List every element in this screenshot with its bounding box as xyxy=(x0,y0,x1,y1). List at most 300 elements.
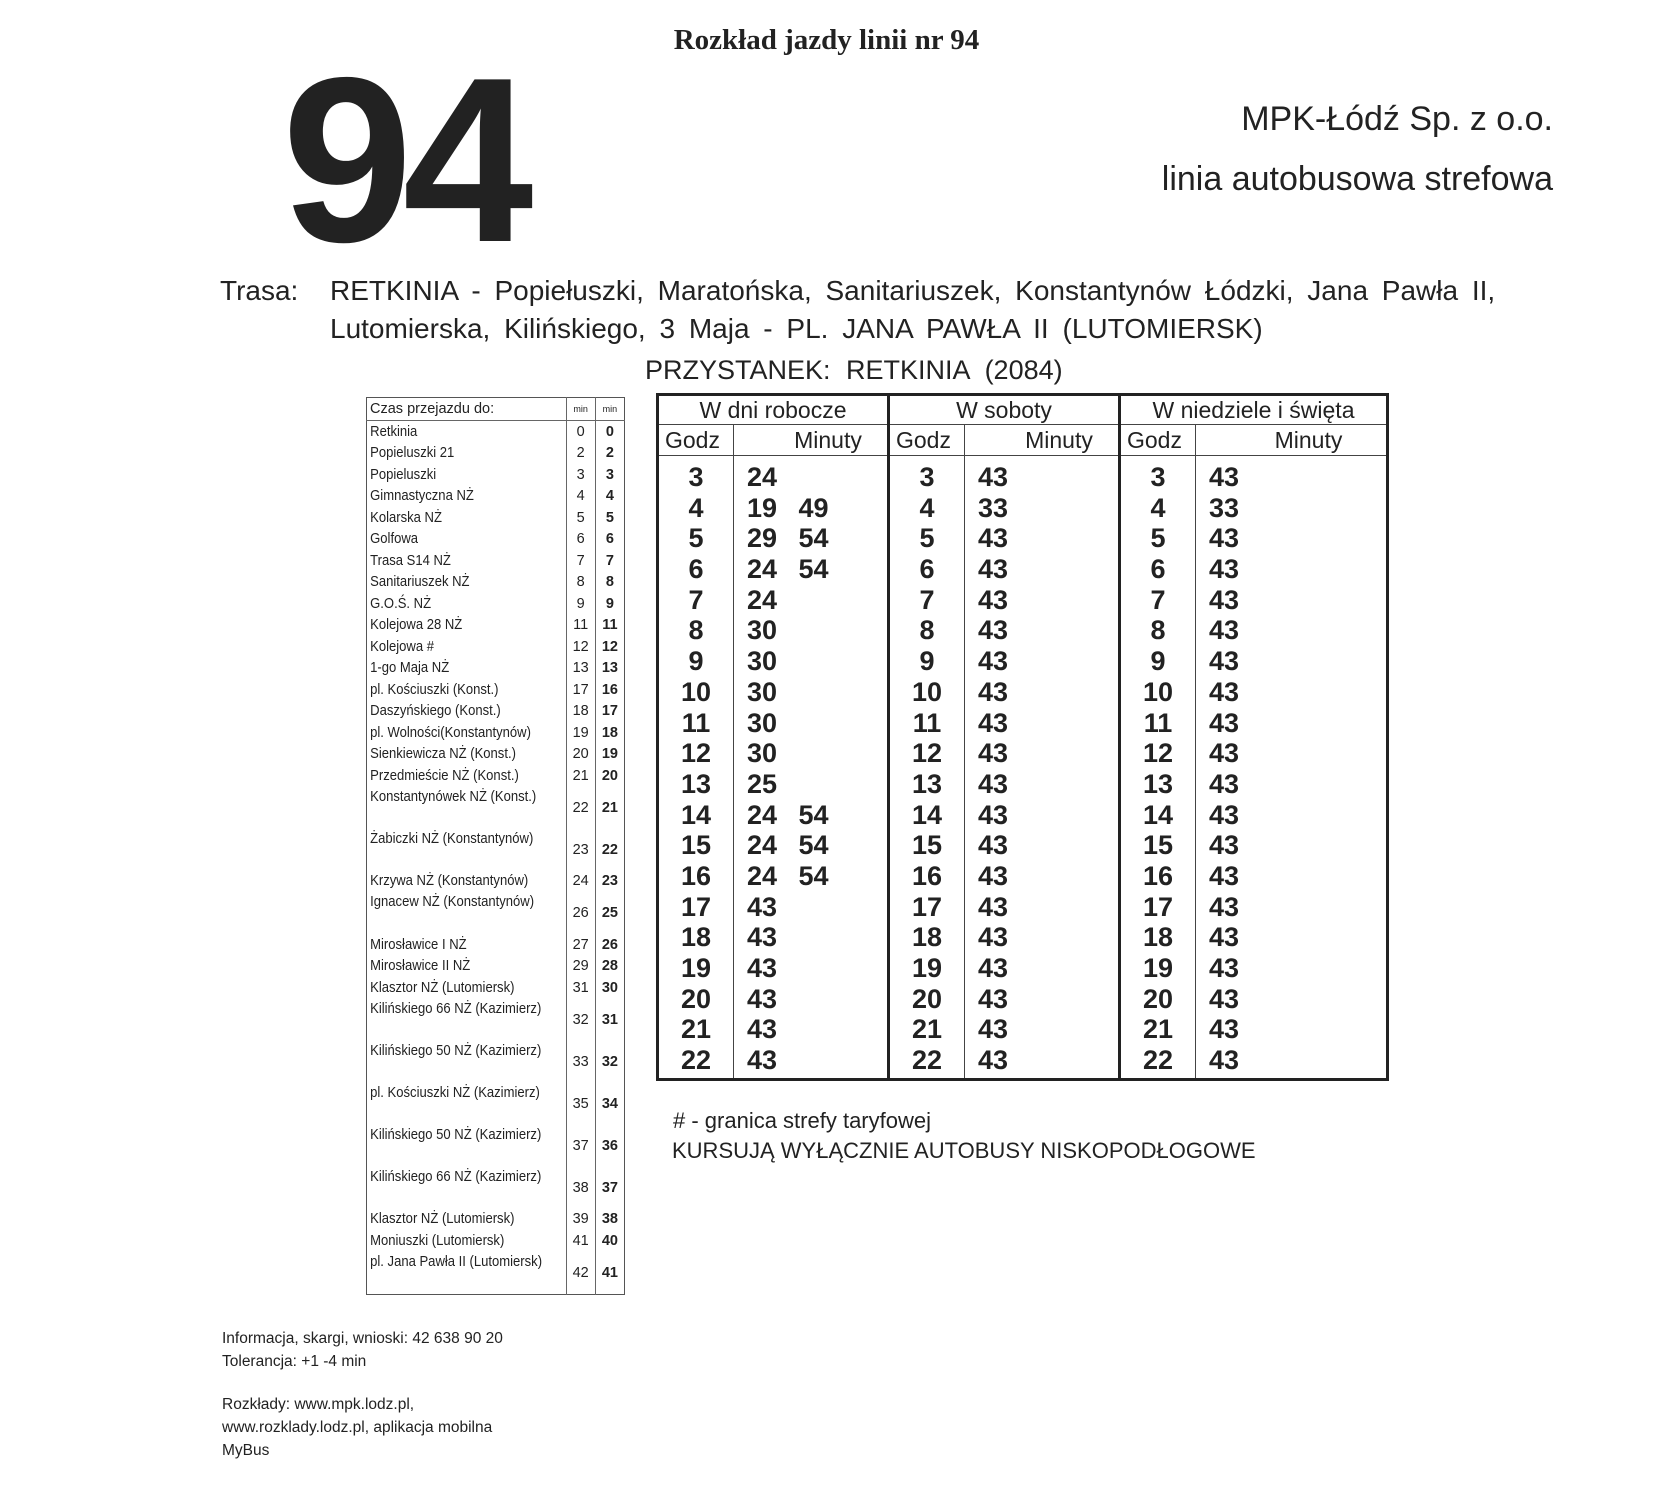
minutes-cell: 21 xyxy=(566,765,595,787)
minutes-cell: 43 xyxy=(978,584,1009,615)
departure-row xyxy=(1121,493,1386,524)
departure-row xyxy=(659,800,887,831)
stop-cell: Sanitariuszek NŻ xyxy=(367,572,547,594)
minutes-cell: 43 xyxy=(978,983,1009,1014)
minutes-cell: 6 xyxy=(566,529,595,551)
stop-cell: Daszyńskiego (Konst.) xyxy=(367,701,547,723)
minutes-cell: 9 xyxy=(605,595,614,612)
minutes-cell: 30 xyxy=(747,646,778,677)
minutes-cell: 27 xyxy=(566,934,595,956)
timetable-column xyxy=(890,396,1121,1078)
hour-cell: 15 xyxy=(680,830,712,861)
minutes-cell: 43 xyxy=(978,1014,1009,1045)
stop-cell: Popieluszki xyxy=(367,464,547,486)
minutes-cell: 43 xyxy=(978,799,1009,830)
minutes-cell: 43 xyxy=(978,768,1009,799)
minutes-cell: 23 xyxy=(601,873,618,890)
hour-cell: 13 xyxy=(1142,768,1174,799)
departure-row xyxy=(659,554,887,585)
travel-row xyxy=(367,443,625,465)
hour-cell: 14 xyxy=(1142,799,1174,830)
hour-cell: 19 xyxy=(911,953,943,983)
departure-row xyxy=(890,830,1118,861)
hour-cell: 12 xyxy=(1142,738,1174,769)
travel-row xyxy=(367,679,625,701)
minutes-cell: 2 xyxy=(605,445,614,462)
hour-cell: 16 xyxy=(680,860,712,891)
minutes-cell: 43 xyxy=(978,676,1009,707)
hour-cell: 16 xyxy=(911,860,943,891)
minutes-cell: 7 xyxy=(605,552,614,569)
travel-row xyxy=(367,421,625,443)
minutes-cell: 43 xyxy=(747,891,778,922)
departure-row xyxy=(890,523,1118,554)
hour-cell: 4 xyxy=(1150,492,1166,523)
departure-row xyxy=(659,615,887,646)
hour-cell: 22 xyxy=(1142,1045,1174,1076)
minutes-cell: 25 xyxy=(747,768,778,799)
departure-timetable xyxy=(656,393,1389,1081)
minutes-cell: 43 xyxy=(1209,768,1240,799)
travel-row xyxy=(367,464,625,486)
hour-cell: 9 xyxy=(1150,646,1166,677)
stop-cell: Sienkiewicza NŻ (Konst.) xyxy=(367,744,547,766)
minutes-cell: 37 xyxy=(601,1179,618,1196)
minutes-cell: 43 xyxy=(978,615,1009,646)
minutes-cell: 24 xyxy=(747,462,778,492)
stop-cell: pl. Jana Pawła II (Lutomiersk) xyxy=(367,1252,547,1295)
departure-row xyxy=(890,800,1118,831)
minutes-cell: 43 xyxy=(1209,584,1240,615)
travel-row xyxy=(367,1230,625,1252)
stop-cell: Krzywa NŻ (Konstantynów) xyxy=(367,871,547,893)
minutes-cell: 17 xyxy=(566,679,595,701)
timetable-column xyxy=(1121,396,1386,1078)
stop-cell: Kolejowa # xyxy=(367,636,547,658)
minutes-cell: 32 xyxy=(601,1053,618,1070)
hour-cell: 15 xyxy=(1142,830,1174,861)
travel-time-header: Czas przejazdu do: xyxy=(367,398,567,421)
minutes-cell: 2 xyxy=(566,443,595,465)
departure-row xyxy=(1121,585,1386,616)
departure-row xyxy=(890,1045,1118,1076)
hour-cell: 7 xyxy=(688,584,704,615)
hour-cell: 19 xyxy=(680,953,712,983)
travel-row xyxy=(367,765,625,787)
travel-row xyxy=(367,1083,625,1125)
minutes-cell: 43 xyxy=(1209,983,1240,1014)
departure-row xyxy=(659,861,887,892)
departure-row xyxy=(659,493,887,524)
departure-row xyxy=(659,1014,887,1045)
hour-cell: 3 xyxy=(919,462,935,492)
departure-row xyxy=(890,708,1118,739)
minutes-cell: 19 49 xyxy=(747,492,829,523)
minutes-cell: 43 xyxy=(1209,953,1240,983)
departure-row xyxy=(1121,738,1386,769)
departure-row xyxy=(1121,984,1386,1015)
travel-row xyxy=(367,829,625,871)
stop-cell: pl. Wolności(Konstantynów) xyxy=(367,722,547,744)
minutes-cell: 42 xyxy=(566,1252,595,1295)
departure-row xyxy=(890,493,1118,524)
minutes-cell: 25 xyxy=(601,905,618,921)
minutes-cell: 43 xyxy=(1209,738,1240,769)
departure-row xyxy=(890,861,1118,892)
departure-row xyxy=(1121,554,1386,585)
departure-row xyxy=(659,708,887,739)
minutes-cell: 33 xyxy=(1209,492,1240,523)
hour-cell: 12 xyxy=(911,738,943,769)
departure-row xyxy=(1121,830,1386,861)
minutes-cell: 30 xyxy=(747,707,778,738)
departure-row xyxy=(659,1045,887,1076)
departure-row xyxy=(1121,523,1386,554)
minutes-cell: 0 xyxy=(566,421,595,443)
departure-row xyxy=(890,769,1118,800)
travel-row xyxy=(367,529,625,551)
travel-row xyxy=(367,1125,625,1167)
minutes-cell: 35 xyxy=(566,1083,595,1125)
departure-row xyxy=(890,585,1118,616)
minutes-cell: 43 xyxy=(747,953,778,983)
minutes-cell: 30 xyxy=(747,738,778,769)
column-title: W soboty xyxy=(890,396,1118,425)
route-text: RETKINIA - Popiełuszki, Maratońska, Sanitariuszek, Konstantynów Łódzki, Jana Pawła II, Lutomierska, Kilińskiego, 3 Maja - PL. JANA PAWŁA II (LUTOMIERSK) xyxy=(330,275,1496,344)
schedules-line-1: Rozkłady: www.mpk.lodz.pl, xyxy=(222,1396,415,1413)
stop-cell: Kilińskiego 66 NŻ (Kazimierz) xyxy=(367,999,547,1041)
hour-cell: 9 xyxy=(688,646,704,677)
minutes-cell: 41 xyxy=(566,1230,595,1252)
minutes-cell: 22 xyxy=(566,787,595,829)
hour-cell: 4 xyxy=(919,492,935,523)
minutes-cell: 34 xyxy=(601,1095,618,1112)
minutes-cell: 3 xyxy=(566,464,595,486)
hour-cell: 11 xyxy=(912,707,942,738)
hour-label: Godz xyxy=(665,427,720,453)
minutes-cell: 20 xyxy=(601,767,618,784)
departure-row xyxy=(890,738,1118,769)
stop-cell: Moniuszki (Lutomiersk) xyxy=(367,1230,547,1252)
stop-cell: Kolarska NŻ xyxy=(367,507,547,529)
minutes-cell: 33 xyxy=(978,492,1009,523)
travel-row xyxy=(367,550,625,572)
minutes-cell: 24 54 xyxy=(747,830,829,861)
minutes-cell: 43 xyxy=(978,523,1009,554)
minutes-cell: 24 xyxy=(747,584,778,615)
minutes-cell: 6 xyxy=(605,531,614,548)
travel-row xyxy=(367,636,625,658)
departure-row xyxy=(1121,1014,1386,1045)
minutes-cell: 43 xyxy=(978,1045,1009,1076)
departure-row xyxy=(1121,708,1386,739)
minutes-cell: 8 xyxy=(566,572,595,594)
min-header-2: min xyxy=(595,398,624,421)
hour-cell: 10 xyxy=(680,676,712,707)
minutes-cell: 43 xyxy=(1209,523,1240,554)
travel-row xyxy=(367,787,625,829)
departure-row xyxy=(659,830,887,861)
minutes-cell: 11 xyxy=(602,617,618,634)
hour-cell: 18 xyxy=(1142,922,1174,953)
departure-row xyxy=(659,523,887,554)
departure-row xyxy=(890,953,1118,984)
departure-row xyxy=(659,585,887,616)
departure-row xyxy=(1121,892,1386,923)
minutes-cell: 30 xyxy=(747,676,778,707)
hour-cell: 22 xyxy=(911,1045,943,1076)
minutes-cell: 26 xyxy=(566,892,595,934)
minutes-cell: 43 xyxy=(978,830,1009,861)
departure-row xyxy=(1121,953,1386,984)
hour-cell: 8 xyxy=(919,615,935,646)
stop-cell: 1-go Maja NŻ xyxy=(367,658,547,680)
minutes-cell: 0 xyxy=(605,423,614,440)
departure-row xyxy=(659,984,887,1015)
minutes-cell: 26 xyxy=(601,936,618,953)
departure-row xyxy=(1121,769,1386,800)
departure-row xyxy=(1121,677,1386,708)
departure-row xyxy=(659,462,887,493)
departure-row xyxy=(890,554,1118,585)
hour-cell: 21 xyxy=(1142,1014,1174,1045)
hour-cell: 6 xyxy=(688,554,704,585)
column-title: W dni robocze xyxy=(659,396,887,425)
departure-row xyxy=(890,646,1118,677)
minutes-cell: 43 xyxy=(978,922,1009,953)
minutes-cell: 12 xyxy=(566,636,595,658)
hour-cell: 18 xyxy=(911,922,943,953)
minutes-cell: 4 xyxy=(566,486,595,508)
minutes-cell: 43 xyxy=(1209,799,1240,830)
hour-cell: 22 xyxy=(680,1045,712,1076)
minutes-cell: 43 xyxy=(978,891,1009,922)
minutes-cell: 9 xyxy=(566,593,595,615)
hour-label: Godz xyxy=(896,427,951,453)
minutes-cell: 43 xyxy=(1209,891,1240,922)
hour-cell: 11 xyxy=(1143,707,1173,738)
travel-row xyxy=(367,593,625,615)
column-subheader xyxy=(890,425,1118,456)
stop-cell: Mirosławice II NŻ xyxy=(367,956,547,978)
hour-cell: 17 xyxy=(680,891,712,922)
stop-cell: Kilińskiego 66 NŻ (Kazimierz) xyxy=(367,1167,547,1209)
hour-cell: 21 xyxy=(911,1014,943,1045)
schedules-line-3: MyBus xyxy=(222,1442,270,1459)
departure-row xyxy=(1121,800,1386,831)
min-header-1: min xyxy=(566,398,595,421)
hour-cell: 4 xyxy=(688,492,704,523)
stop-cell: Kilińskiego 50 NŻ (Kazimierz) xyxy=(367,1125,547,1167)
line-number: 94 xyxy=(282,28,524,291)
stop-cell: Gimnastyczna NŻ xyxy=(367,486,547,508)
stop-cell: Kolejowa 28 NŻ xyxy=(367,615,547,637)
minutes-cell: 24 54 xyxy=(747,860,829,891)
stop-name: PRZYSTANEK: RETKINIA (2084) xyxy=(645,355,1063,385)
minutes-cell: 43 xyxy=(978,462,1009,492)
hour-cell: 21 xyxy=(680,1014,712,1045)
minutes-cell: 23 xyxy=(566,829,595,871)
zone-note: # - granica strefy taryfowej xyxy=(673,1108,931,1133)
minutes-cell: 33 xyxy=(566,1041,595,1083)
stop-cell: Popieluszki 21 xyxy=(367,443,547,465)
minutes-cell: 17 xyxy=(601,703,618,720)
operator-name: MPK-Łódź Sp. z o.o. xyxy=(1241,100,1553,138)
stop-cell: G.O.Ś. NŻ xyxy=(367,593,547,615)
minutes-cell: 20 xyxy=(566,744,595,766)
minutes-cell: 43 xyxy=(978,554,1009,585)
minutes-cell: 43 xyxy=(1209,922,1240,953)
travel-row xyxy=(367,1252,625,1295)
document-title: Rozkład jazdy linii nr 94 xyxy=(673,24,980,56)
minutes-cell: 43 xyxy=(978,646,1009,677)
minutes-cell: 5 xyxy=(605,509,614,526)
departure-row xyxy=(659,677,887,708)
minutes-label: Minuty xyxy=(794,427,862,453)
minutes-cell: 18 xyxy=(601,724,618,741)
minutes-cell: 21 xyxy=(601,799,618,816)
hour-cell: 3 xyxy=(1150,462,1166,492)
minutes-cell: 38 xyxy=(566,1167,595,1209)
hour-cell: 12 xyxy=(680,738,712,769)
hour-cell: 6 xyxy=(919,554,935,585)
minutes-cell: 43 xyxy=(1209,830,1240,861)
minutes-cell: 43 xyxy=(978,738,1009,769)
minutes-cell: 43 xyxy=(1209,676,1240,707)
departure-row xyxy=(1121,922,1386,953)
minutes-cell: 12 xyxy=(601,638,618,655)
minutes-cell: 24 54 xyxy=(747,799,829,830)
stop-cell: Mirosławice I NŻ xyxy=(367,934,547,956)
minutes-cell: 41 xyxy=(601,1264,618,1281)
hour-cell: 17 xyxy=(911,891,943,922)
minutes-cell: 28 xyxy=(601,958,618,975)
minutes-cell: 5 xyxy=(566,507,595,529)
travel-row xyxy=(367,722,625,744)
minutes-cell: 36 xyxy=(601,1137,618,1154)
minutes-cell: 43 xyxy=(747,1014,778,1045)
minutes-cell: 43 xyxy=(978,860,1009,891)
hour-cell: 19 xyxy=(1142,953,1174,983)
departure-row xyxy=(659,892,887,923)
minutes-cell: 24 54 xyxy=(747,554,829,585)
stop-cell: Żabiczki NŻ (Konstantynów) xyxy=(367,829,547,871)
departure-row xyxy=(659,922,887,953)
stop-cell: Golfowa xyxy=(367,529,547,551)
departure-row xyxy=(1121,861,1386,892)
stop-cell: pl. Kościuszki (Konst.) xyxy=(367,679,547,701)
minutes-cell: 31 xyxy=(566,977,595,999)
hour-cell: 7 xyxy=(1150,584,1166,615)
travel-row xyxy=(367,892,625,934)
minutes-cell: 13 xyxy=(566,658,595,680)
travel-time-table xyxy=(366,397,625,1295)
hour-cell: 5 xyxy=(1150,523,1166,554)
timetable-column xyxy=(659,396,890,1078)
minutes-cell: 37 xyxy=(566,1125,595,1167)
travel-row xyxy=(367,615,625,637)
minutes-cell: 43 xyxy=(1209,1014,1240,1045)
minutes-cell: 39 xyxy=(566,1209,595,1231)
hour-label: Godz xyxy=(1127,427,1182,453)
stop-cell: Kilińskiego 50 NŻ (Kazimierz) xyxy=(367,1041,547,1083)
minutes-cell: 22 xyxy=(601,841,618,858)
hour-cell: 13 xyxy=(911,768,943,799)
minutes-cell: 16 xyxy=(601,681,618,698)
tolerance-line: Tolerancja: +1 -4 min xyxy=(222,1353,367,1370)
travel-row xyxy=(367,977,625,999)
departure-row xyxy=(659,646,887,677)
travel-row xyxy=(367,956,625,978)
minutes-cell: 43 xyxy=(1209,1045,1240,1076)
hour-cell: 10 xyxy=(911,676,943,707)
travel-row xyxy=(367,572,625,594)
minutes-cell: 29 54 xyxy=(747,523,829,554)
minutes-cell: 32 xyxy=(566,999,595,1041)
travel-row xyxy=(367,486,625,508)
travel-row xyxy=(367,1209,625,1231)
hour-cell: 16 xyxy=(1142,860,1174,891)
travel-row xyxy=(367,658,625,680)
hour-cell: 13 xyxy=(680,768,712,799)
minutes-cell: 24 xyxy=(566,871,595,893)
minutes-cell: 43 xyxy=(1209,707,1240,738)
departure-row xyxy=(1121,462,1386,493)
hour-cell: 20 xyxy=(911,983,943,1014)
departure-row xyxy=(890,1014,1118,1045)
minutes-cell: 30 xyxy=(601,979,618,996)
hour-cell: 5 xyxy=(919,523,935,554)
departure-row xyxy=(1121,646,1386,677)
route-label: Trasa: xyxy=(220,275,299,306)
minutes-cell: 11 xyxy=(566,615,595,637)
departure-row xyxy=(659,769,887,800)
schedules-line-2: www.rozklady.lodz.pl, aplikacja mobilna xyxy=(222,1419,493,1436)
minutes-cell: 4 xyxy=(605,488,614,505)
travel-row xyxy=(367,744,625,766)
minutes-cell: 18 xyxy=(566,701,595,723)
minutes-cell: 38 xyxy=(601,1211,618,1228)
minutes-cell: 29 xyxy=(566,956,595,978)
minutes-cell: 19 xyxy=(601,746,618,763)
stop-cell: Klasztor NŻ (Lutomiersk) xyxy=(367,1209,547,1231)
minutes-label: Minuty xyxy=(1025,427,1093,453)
stop-cell: pl. Kościuszki NŻ (Kazimierz) xyxy=(367,1083,547,1125)
departure-row xyxy=(890,462,1118,493)
hour-cell: 10 xyxy=(1142,676,1174,707)
hour-cell: 11 xyxy=(681,707,711,738)
hour-cell: 8 xyxy=(688,615,704,646)
hour-cell: 15 xyxy=(911,830,943,861)
minutes-cell: 43 xyxy=(1209,554,1240,585)
departure-row xyxy=(1121,615,1386,646)
departure-row xyxy=(890,922,1118,953)
stop-cell: Klasztor NŻ (Lutomiersk) xyxy=(367,977,547,999)
minutes-cell: 43 xyxy=(747,1045,778,1076)
departure-row xyxy=(890,984,1118,1015)
travel-row xyxy=(367,701,625,723)
minutes-cell: 43 xyxy=(747,983,778,1014)
hour-cell: 8 xyxy=(1150,615,1166,646)
travel-row xyxy=(367,1041,625,1083)
departure-row xyxy=(890,892,1118,923)
minutes-cell: 13 xyxy=(601,660,618,677)
stop-cell: Ignacew NŻ (Konstantynów) xyxy=(367,892,547,934)
minutes-cell: 43 xyxy=(1209,615,1240,646)
hour-cell: 6 xyxy=(1150,554,1166,585)
hour-cell: 9 xyxy=(919,646,935,677)
travel-row xyxy=(367,507,625,529)
